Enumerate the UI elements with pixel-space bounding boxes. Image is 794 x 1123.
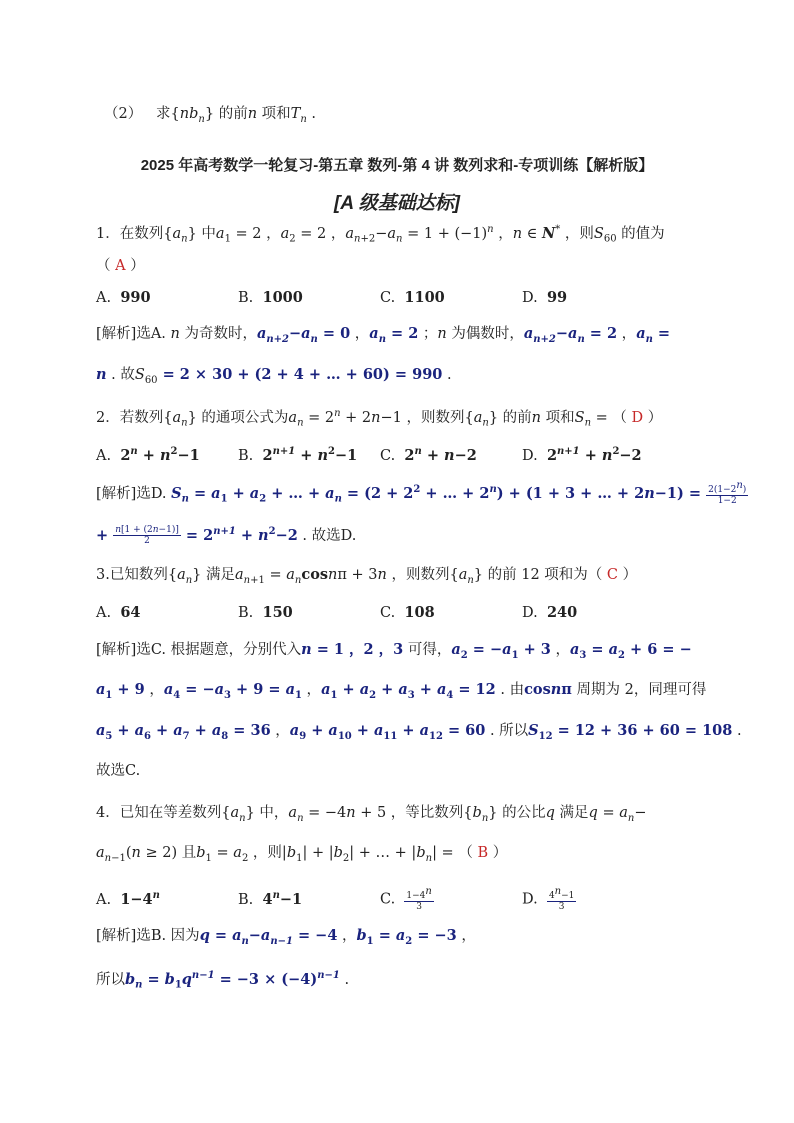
q3-options: A. 64 B. 150 C. 108 D. 240 [96, 604, 578, 621]
q4-analysis-1: [解析]选B. 因为$q = a_n-a_{n-1} = -4$ ，$b_1 = a_2 = -3$ ， [96, 927, 476, 947]
q4-stem-1: 4．已知在等差数列$\{a_n\}$ 中，$a_n = -4n + 5$ ，等比数列$\{b_n\}$ 的公比q 满足$q = a_n-$ [96, 805, 647, 824]
q3-answer-letter: C [606, 567, 619, 583]
q2-answer-letter: D [631, 409, 644, 426]
q4-answer-letter: B [477, 845, 489, 861]
q3-stem: 3.已知数列$\{a_n\}$ 满足$a_{n+1} = a_n\cos n\pi + 3n$ ，则数列$\{a_n\}$ 的前 12 项和为（ C ） [96, 566, 638, 586]
top-item-label: （2） [104, 106, 143, 122]
section-level: [A 级基础达标] [334, 193, 460, 214]
top-item: （2） 求$\{nb_n\}$ 的前n 项和$T_n$ . [104, 106, 317, 125]
q1-options: A. 990 B. 1000 C. 1100 D. 99 [96, 289, 568, 306]
q4-stem-2: $a_{n-1}(n \ge 2)$ 且$b_1 = a_2$ ，则$|b_1| + |b_2|$ + … + $|b_n|$ = （ B ） [96, 845, 508, 864]
q4-options: A. $1-4^n$ B. $4^n-1$ C. $\frac{1-4^n}{3}$ D. $\frac{4^n-1}{3}$ [96, 886, 575, 913]
page-title: 2025 年高考数学一轮复习-第五章 数列-第 4 讲 数列求和-专项训练【解析版】 [140, 157, 654, 174]
q3-analysis-4: 故选C. [96, 763, 141, 779]
q3-analysis-3: $a_5 + a_6 + a_7 + a_8 = 36$ ，$a_9 + a_{10} + a_{11} + a_{12} = 60$ . 所以$S_{12} = 12 + 36 + 60 = 108$ . [96, 722, 742, 742]
q2-options: A. $2^n + n^2-1$ B. $2^{n+1} + n^2-1$ C. $2^n + n-2$ D. $2^{n+1} + n^2-2$ [96, 446, 642, 464]
q1-answer-letter: A [115, 258, 126, 274]
q4-analysis-2: 所以$b_n = b_1q^{n-1} = -3 \times (-4)^{n-1}$ . [96, 970, 350, 991]
q3-analysis-1: [解析]选C. 根据题意，分别代入n = 1 ，2 ，3 可得，$a_2 = -a_1 + 3$ ，$a_3 = a_2 + 6$ = − [96, 641, 692, 661]
q1-analysis-1: [解析]选A. n 为奇数时，$a_{n+2}-a_n = 0$ ，$a_n = 2$ ；n 为偶数时，$a_{n+2}-a_n = 2$ ，$a_n$ = [96, 325, 671, 345]
q1-stem: 1．在数列$\{a_n\}$ 中$a_1 = 2$ ，$a_2 = 2$ ，$a_{n+2}-a_n = 1 + (-1)^n$ ，n ∈ N* ，则$S_{60}$ 的值为 [96, 224, 665, 245]
q1-analysis-2: n . 故$S_{60} = 2 \times 30 + (2 + 4$ + … + 60) = 990 . [96, 366, 452, 386]
q2-analysis-1: [解析]选D. $S_n = a_1 + a_2$ + … + $a_n = (2 + 2^2$ + … + $2^n) + (1 + 3$ + … + 2n−1) = $\frac{2(1-2^n)}{1-2}$ [96, 480, 747, 507]
q3-analysis-2: $a_1 + 9$ ，$a_4 = -a_3 + 9 = a_1$ ，$a_1 + a_2 + a_3 + a_4 = 12$ . 由cosnπ 周期为 2，同理可得 [96, 681, 707, 701]
q2-stem: 2．若数列$\{a_n\}$ 的通项公式为$a_n = 2^n + 2n-1$ ，则数列$\{a_n\}$ 的前n 项和$S_n$ = （ D ） [96, 408, 663, 429]
q1-answer: （ A ） [96, 258, 145, 274]
q2-analysis-2: + $\frac{n[1 + (2n-1)]}{2}$ = $2^{n+1} + n^2-2$ . 故选D. [96, 525, 357, 547]
